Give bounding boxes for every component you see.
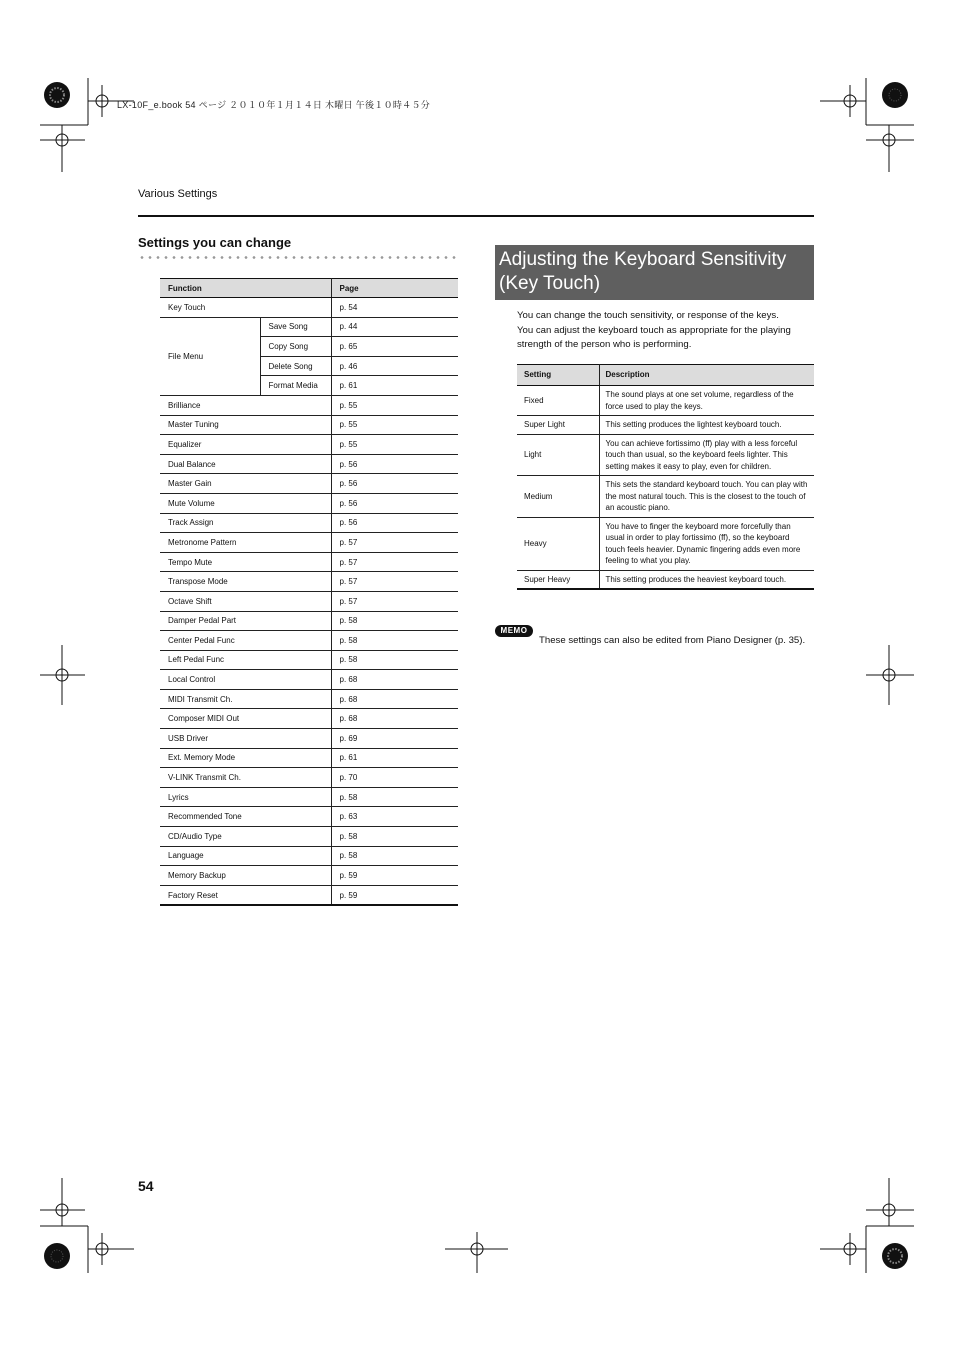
table-row	[160, 650, 458, 670]
function-cell: Master Gain	[160, 474, 331, 494]
header-rule	[138, 215, 814, 217]
page-cell: p. 58	[331, 611, 458, 631]
page-cell: p. 57	[331, 591, 458, 611]
file-menu-item: Save Song	[260, 317, 331, 337]
table-row	[160, 827, 458, 847]
table-row	[160, 572, 458, 592]
column-header-page: Page	[331, 279, 458, 298]
function-cell: Recommended Tone	[160, 807, 331, 827]
table-row	[160, 533, 458, 553]
table-row	[160, 885, 458, 905]
function-cell: Track Assign	[160, 513, 331, 533]
table-row	[517, 476, 814, 518]
function-cell: Center Pedal Func	[160, 631, 331, 651]
table-row	[160, 807, 458, 827]
description-cell: You can achieve fortissimo (ff) play with a less forceful touch than usual, so the keyboard feels lighter. This setting makes it easy to play, even for children.	[599, 434, 814, 476]
function-cell: Lyrics	[160, 787, 331, 807]
setting-cell: Light	[517, 434, 599, 476]
page-cell: p. 59	[331, 885, 458, 905]
page-cell: p. 68	[331, 689, 458, 709]
function-cell: Metronome Pattern	[160, 533, 331, 553]
page-cell: p. 70	[331, 768, 458, 788]
table-row	[160, 415, 458, 435]
table-row	[160, 846, 458, 866]
table-row	[160, 298, 458, 318]
table-row	[517, 570, 814, 589]
function-cell: Local Control	[160, 670, 331, 690]
settings-table-header	[160, 279, 458, 298]
function-cell: Key Touch	[160, 298, 331, 318]
page-cell: p. 46	[331, 356, 458, 376]
settings-section-title: Settings you can change	[138, 235, 292, 250]
memo-text: These settings can also be edited from Piano Designer (p. 35).	[539, 635, 806, 646]
function-cell: CD/Audio Type	[160, 827, 331, 847]
page-cell: p. 61	[331, 376, 458, 396]
settings-table	[160, 278, 458, 906]
table-row	[160, 748, 458, 768]
page-cell: p. 56	[331, 513, 458, 533]
function-cell: Equalizer	[160, 435, 331, 455]
table-row	[160, 670, 458, 690]
table-row	[160, 493, 458, 513]
page-cell: p. 68	[331, 709, 458, 729]
table-row	[160, 317, 458, 337]
table-row	[160, 474, 458, 494]
function-cell: Dual Balance	[160, 454, 331, 474]
page-cell: p. 55	[331, 435, 458, 455]
page-cell: p. 63	[331, 807, 458, 827]
function-cell: Tempo Mute	[160, 552, 331, 572]
memo-icon: MEMO	[495, 625, 533, 637]
page-cell: p. 58	[331, 827, 458, 847]
page-cell: p. 58	[331, 787, 458, 807]
page-cell: p. 58	[331, 650, 458, 670]
setting-cell: Heavy	[517, 517, 599, 570]
description-cell: This sets the standard keyboard touch. You can play with the most natural touch. This is the closest to the touch of an acoustic piano.	[599, 476, 814, 518]
table-row	[160, 709, 458, 729]
table-row	[160, 787, 458, 807]
setting-cell: Super Light	[517, 416, 599, 435]
function-cell: Master Tuning	[160, 415, 331, 435]
table-row	[160, 689, 458, 709]
description-cell: This setting produces the heaviest keyboard touch.	[599, 570, 814, 589]
print-header: LX-10F_e.book 54 ページ ２０１０年１月１４日 木曜日 午後１０時４５分	[117, 100, 431, 110]
table-row	[517, 386, 814, 416]
table-row	[160, 631, 458, 651]
table-row	[160, 591, 458, 611]
table-row	[160, 729, 458, 749]
table-row	[160, 395, 458, 415]
page-cell: p. 44	[331, 317, 458, 337]
table-row	[160, 552, 458, 572]
function-cell: Composer MIDI Out	[160, 709, 331, 729]
function-cell: Memory Backup	[160, 866, 331, 886]
function-cell: Left Pedal Func	[160, 650, 331, 670]
column-header-setting: Setting	[517, 365, 599, 386]
page-cell: p. 56	[331, 454, 458, 474]
file-menu-item: Copy Song	[260, 337, 331, 357]
page-cell: p. 54	[331, 298, 458, 318]
table-row	[160, 611, 458, 631]
file-menu-item: Format Media	[260, 376, 331, 396]
dotted-divider	[138, 256, 458, 259]
setting-cell: Fixed	[517, 386, 599, 416]
key-touch-intro	[517, 309, 814, 353]
intro-line: You can change the touch sensitivity, or response of the keys.	[517, 310, 779, 321]
file-menu-item: Delete Song	[260, 356, 331, 376]
page-cell: p. 55	[331, 395, 458, 415]
page-cell: p. 59	[331, 866, 458, 886]
table-row	[160, 866, 458, 886]
function-cell: Damper Pedal Part	[160, 611, 331, 631]
page-cell: p. 68	[331, 670, 458, 690]
column-header-function: Function	[160, 279, 331, 298]
function-cell: V-LINK Transmit Ch.	[160, 768, 331, 788]
page-cell: p. 57	[331, 533, 458, 553]
table-row	[517, 517, 814, 570]
page-cell: p. 61	[331, 748, 458, 768]
function-cell: Transpose Mode	[160, 572, 331, 592]
page-number: 54	[138, 1178, 154, 1194]
table-row	[160, 768, 458, 788]
description-cell: The sound plays at one set volume, regardless of the force used to play the keys.	[599, 386, 814, 416]
intro-line: strength of the person who is performing.	[517, 339, 692, 350]
table-row	[517, 416, 814, 435]
page-cell: p. 55	[331, 415, 458, 435]
function-cell: MIDI Transmit Ch.	[160, 689, 331, 709]
page-cell: p. 56	[331, 474, 458, 494]
function-cell: Brilliance	[160, 395, 331, 415]
setting-cell: Medium	[517, 476, 599, 518]
intro-line: You can adjust the keyboard touch as appropriate for the playing	[517, 324, 791, 336]
function-cell: Mute Volume	[160, 493, 331, 513]
table-row	[160, 454, 458, 474]
page-cell: p. 58	[331, 631, 458, 651]
function-cell: USB Driver	[160, 729, 331, 749]
running-head: Various Settings	[138, 188, 218, 200]
function-cell: Language	[160, 846, 331, 866]
function-cell: Octave Shift	[160, 591, 331, 611]
column-header-description: Description	[599, 365, 814, 386]
function-cell: Ext. Memory Mode	[160, 748, 331, 768]
page-cell: p. 56	[331, 493, 458, 513]
key-touch-title: Adjusting the Keyboard Sensitivity (Key Touch)	[495, 245, 814, 300]
page-cell: p. 65	[331, 337, 458, 357]
description-cell: This setting produces the lightest keyboard touch.	[599, 416, 814, 435]
page-cell: p. 57	[331, 552, 458, 572]
key-touch-table	[517, 364, 814, 590]
description-cell: You have to finger the keyboard more forcefully than usual in order to play fortissimo (ff), so the keyboard touch feels heavier. Dynamic fingering adds even more feeling to what you play.	[599, 517, 814, 570]
page-cell: p. 58	[331, 846, 458, 866]
function-cell: Factory Reset	[160, 885, 331, 905]
page-cell: p. 57	[331, 572, 458, 592]
key-touch-table-header	[517, 365, 814, 386]
table-row	[160, 435, 458, 455]
setting-cell: Super Heavy	[517, 570, 599, 589]
page-cell: p. 69	[331, 729, 458, 749]
table-row	[517, 434, 814, 476]
table-row	[160, 513, 458, 533]
file-menu-label: File Menu	[160, 317, 260, 395]
